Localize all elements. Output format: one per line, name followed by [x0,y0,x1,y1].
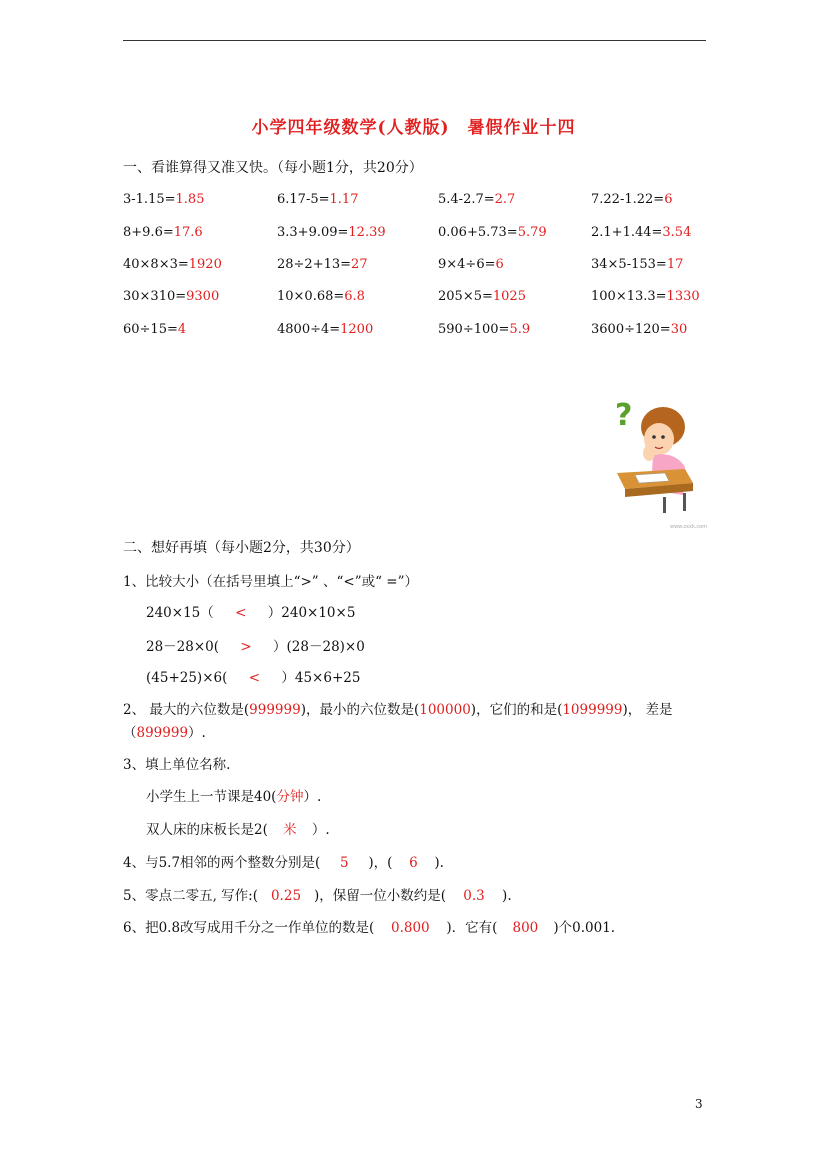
q3-text: 3、填上单位名称. [123,757,231,773]
q2-answer-sum: 1099999 [562,702,623,718]
calc-question: 3.3+9.09= [277,225,349,240]
q2-line1: 2、 最大的六位数是(999999)，最小的六位数是(100000)，它们的和是(1099999)， 差是 [123,702,673,718]
calc-question: 0.06+5.73= [438,225,518,240]
calc-answer: 1920 [188,257,222,272]
calc-item [277,289,365,304]
compare-answer-2: > [240,639,252,655]
q6-line: 6、把0.8改写成用千分之一作单位的数是( 0.800 )．它有( 800 )个0.001. [123,920,616,936]
calc-question: 34×5-153= [591,257,667,272]
compare-item-2: 28－28×0( > ）(28－28)×0 [146,639,365,655]
calc-question: 28÷2+13= [277,257,352,272]
calc-item [438,257,504,272]
calc-item [438,289,526,304]
svg-text:www.zxxk.com: www.zxxk.com [670,524,708,530]
q4-line: 4、与5.7相邻的两个整数分别是( 5 )，( 6 ). [123,855,444,871]
calc-item [123,225,203,240]
q5-answer-2: 0.3 [463,888,485,904]
calc-answer: 30 [670,322,688,337]
calc-question: 7.22-1.22= [591,192,665,207]
calc-question: 9×4÷6= [438,257,496,272]
q5-line: 5、零点二零五, 写作:( 0.25 )，保留一位小数约是( 0.3 ). [123,888,512,904]
thinking-student-illustration [605,395,715,530]
calc-item [591,192,672,207]
calc-answer: 1330 [666,289,700,304]
q4-answer-2: 6 [409,855,418,871]
q2-answer-diff: 899999 [136,725,189,741]
page-title: 小学四年级数学(人教版) 暑假作业十四 [251,118,576,138]
q5-answer-1: 0.25 [270,888,302,904]
compare-item-1: 240×15（ < ）240×10×5 [146,605,356,621]
section2-heading: 二、想好再填（每小题2分，共30分） [123,540,360,556]
calc-question: 3600÷120= [591,322,671,337]
calc-answer: 3.54 [662,225,692,240]
calc-item [438,225,547,240]
q2-line2: （899999）. [123,725,206,741]
calc-question: 3-1.15= [123,192,176,207]
calc-answer: 1200 [340,322,374,337]
compare-item-3: (45+25)×6( < ）45×6+25 [146,670,361,686]
calc-question: 5.4-2.7= [438,192,495,207]
calc-answer: 6 [495,257,504,272]
calc-item [123,289,219,304]
calc-answer: 1.85 [175,192,205,207]
calc-answer: 5.79 [517,225,547,240]
q3-answer-2: 米 [283,822,297,838]
calc-answer: 27 [351,257,368,272]
q3-item-2: 双人床的床板长是2( 米 ）. [146,818,330,838]
q4-answer-1: 5 [340,855,349,871]
calc-item [277,225,386,240]
calc-answer: 6 [664,192,673,207]
calc-question: 590÷100= [438,322,510,337]
q1-text: 1、比较大小（在括号里填上“>” 、“<”或“ =”） [123,574,419,590]
calc-answer: 17.6 [173,225,203,240]
calc-item [277,192,358,207]
calc-answer: 9300 [186,289,220,304]
calc-question: 8+9.6= [123,225,174,240]
header-rule [123,40,706,41]
calc-item [591,289,700,304]
q3-answer-1: 分钟 [276,789,304,805]
calc-item [277,322,373,337]
calc-answer: 4 [177,322,187,337]
calc-question: 4800÷4= [277,322,341,337]
calc-answer: 12.39 [348,225,386,240]
calc-item [591,257,683,272]
calc-item [591,225,691,240]
q2-answer-min: 100000 [419,702,471,718]
calc-answer: 6.8 [344,289,365,304]
calc-item [123,257,222,272]
calc-answer: 1.17 [329,192,359,207]
q3-item-1: 小学生上一节课是40(分钟）. [146,789,322,805]
q6-answer-1: 0.800 [391,920,430,936]
calc-question: 100×13.3= [591,289,667,304]
compare-answer-3: < [248,670,261,686]
compare-answer-1: < [235,605,247,621]
calc-answer: 2.7 [494,192,516,207]
svg-text:?: ? [615,398,633,433]
calc-item [277,257,368,272]
calc-answer: 1025 [492,289,526,304]
calc-question: 6.17-5= [277,192,330,207]
page-number: 3 [695,1097,703,1111]
calc-answer: 17 [666,257,684,272]
calc-question: 205×5= [438,289,493,304]
calc-question: 10×0.68= [277,289,345,304]
q2-answer-max: 999999 [249,702,301,718]
calc-item [438,192,515,207]
calc-item [123,322,186,337]
calc-question: 40×8×3= [123,257,189,272]
section1-heading: 一、看谁算得又准又快。（每小题1分，共20分） [123,160,423,176]
calc-item [591,322,687,337]
calc-answer: 5.9 [509,322,531,337]
calc-item [123,192,204,207]
q6-answer-2: 800 [512,920,539,936]
calc-item [438,322,530,337]
calc-question: 30×310= [123,289,187,304]
calc-question: 60÷15= [123,322,178,337]
calc-question: 2.1+1.44= [591,225,663,240]
